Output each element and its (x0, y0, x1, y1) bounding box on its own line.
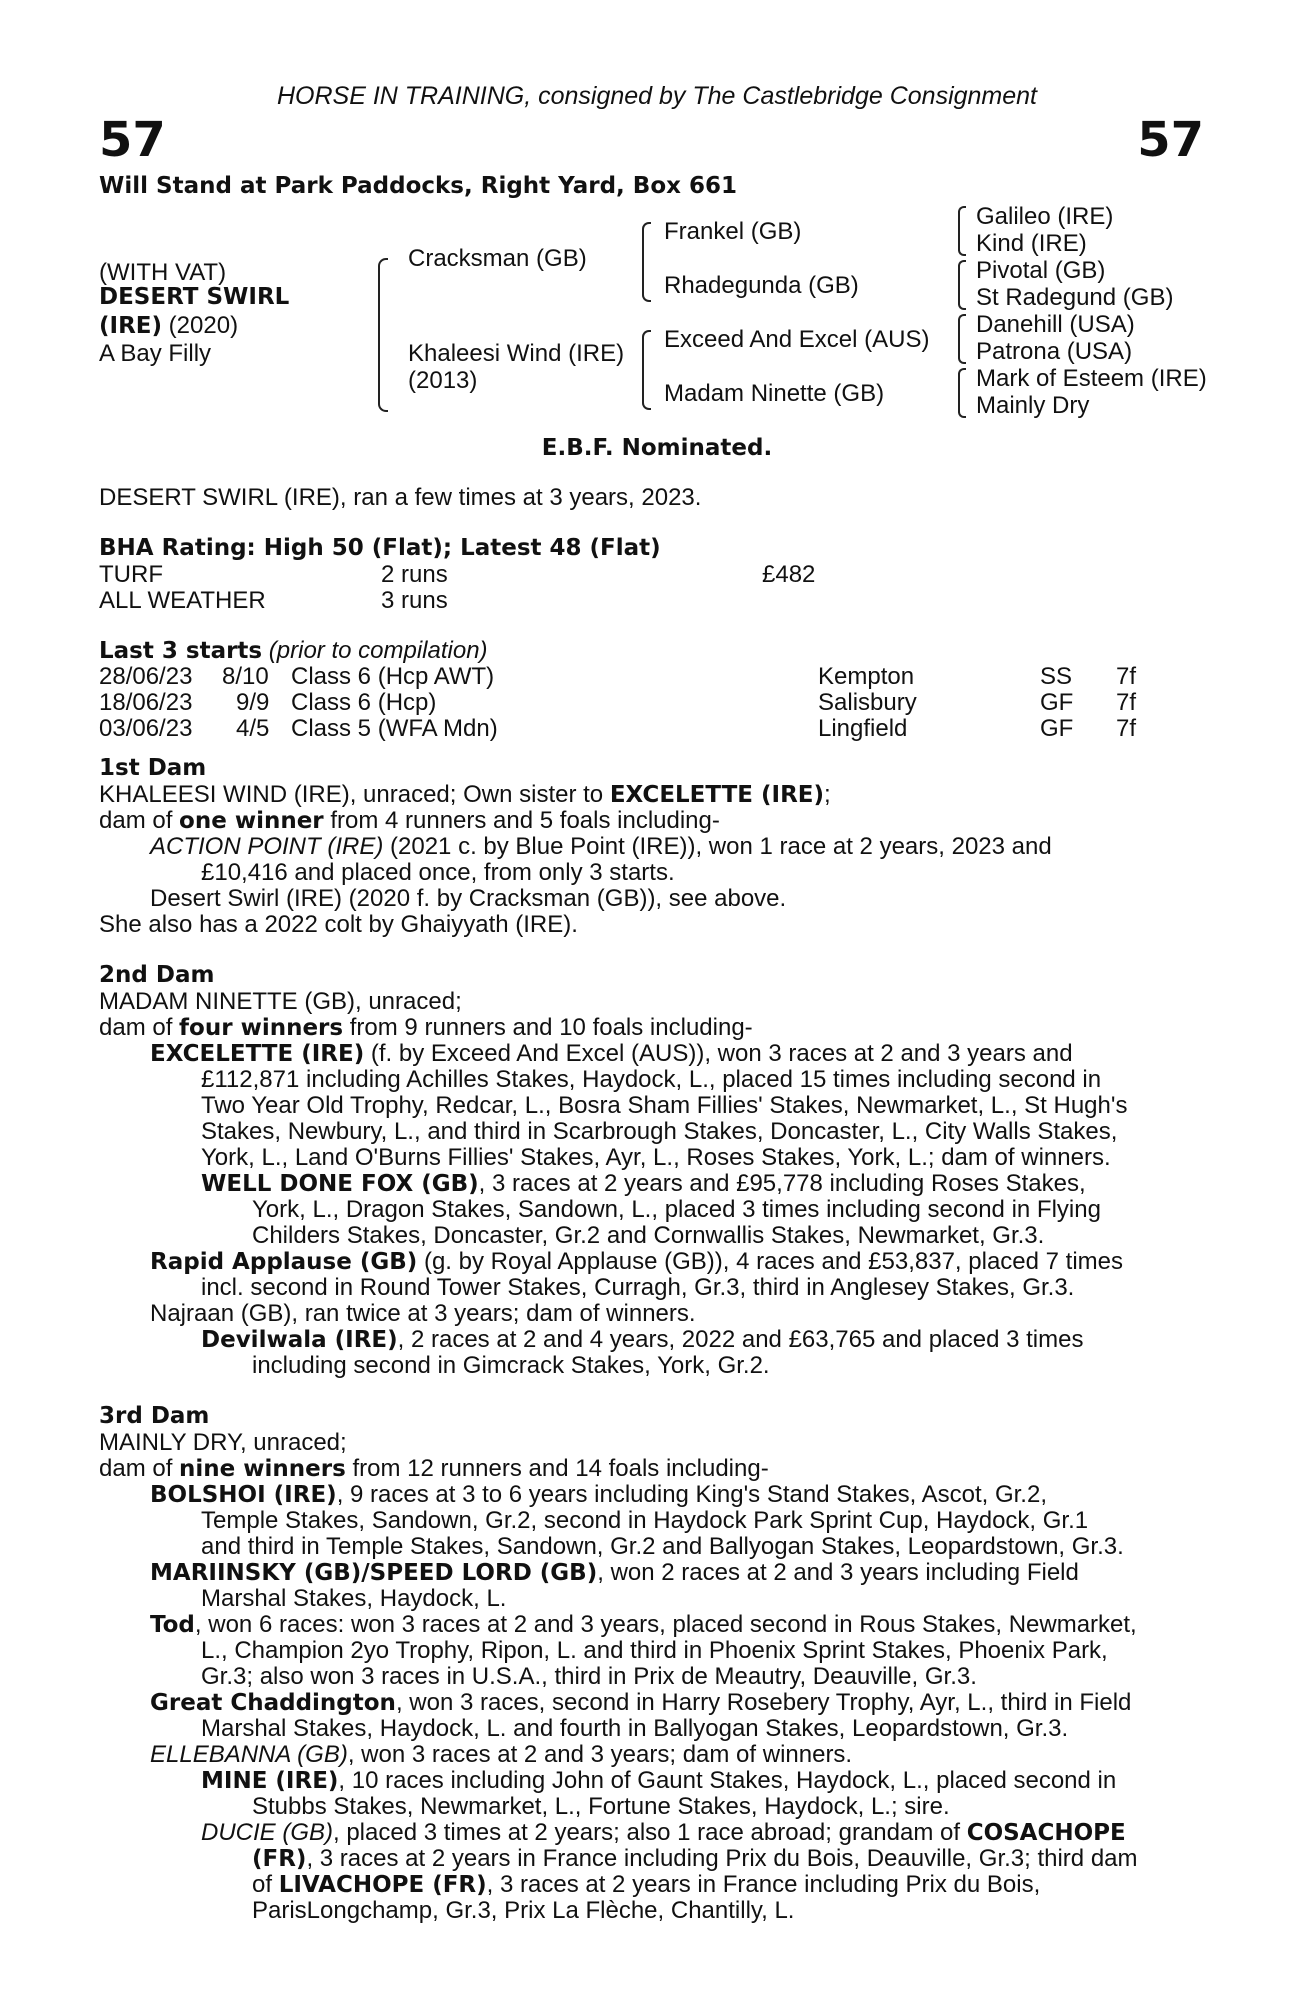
winner-count: one winner (179, 808, 324, 834)
horse-origin-line (99, 312, 238, 340)
last-starts-note: (prior to compilation) (268, 637, 488, 664)
text-run: (2021 c. by Blue Point (IRE)), won 1 race at 2 years, 2023 and (383, 833, 1052, 860)
produce-entry-line: Marshal Stakes, Haydock, L. (201, 1585, 507, 1612)
produce-entry-line: L., Champion 2yo Trophy, Ripon, L. and third in Phoenix Sprint Stakes, Phoenix Park, (201, 1637, 1108, 1664)
horse-name: MINE (IRE) (201, 1768, 339, 1794)
text-run: dam of (99, 1014, 180, 1041)
winner-count: nine winners (179, 1456, 346, 1482)
horse-name: WELL DONE FOX (GB) (201, 1171, 479, 1197)
first-dam-foal-line: Desert Swirl (IRE) (2020 f. by Cracksman (GB)), see above. (150, 885, 787, 912)
produce-entry-line (252, 1872, 1204, 1899)
produce-entry-line (150, 1041, 1204, 1068)
start-going: GF (1040, 715, 1074, 742)
first-dam-line (99, 782, 831, 809)
third-dam-produce-line (99, 1456, 769, 1483)
text-run: (f. by Exceed And Excel (AUS)), won 3 races at 2 and 3 years and (364, 1040, 1073, 1067)
lot-number-right: 57 (1137, 112, 1204, 168)
produce-entry-line (201, 1768, 1204, 1795)
pedigree-dam-year: (2013) (408, 367, 478, 394)
stand-location: Will Stand at Park Paddocks, Right Yard, Box 661 (99, 173, 737, 199)
horse-name: EXCELETTE (IRE) (150, 1041, 365, 1067)
pedigree-brace-sire (642, 222, 651, 302)
text-run: of (252, 1871, 279, 1898)
start-course: Kempton (818, 663, 915, 690)
horse-name: COSACHOPE (966, 1820, 1126, 1846)
horse-name: DUCIE (GB) (201, 1819, 333, 1846)
race-summary: DESERT SWIRL (IRE), ran a few times at 3 years, 2023. (99, 484, 702, 511)
produce-entry-line: York, L., Land O'Burns Fillies' Stakes, Ayr, L., Roses Stakes, York, L.; dam of winners. (201, 1144, 1111, 1171)
produce-entry-line: Najraan (GB), ran twice at 3 years; dam of winners. (150, 1300, 696, 1327)
pedigree-g3-6: Patrona (USA) (976, 338, 1133, 365)
foal-name: ACTION POINT (IRE) (150, 833, 384, 860)
pedigree-g3-3: Pivotal (GB) (976, 257, 1106, 284)
pedigree-sire-sire: Frankel (GB) (664, 218, 802, 245)
text-run: from 4 runners and 5 foals including- (323, 807, 720, 834)
horse-name: LIVACHOPE (FR) (278, 1872, 487, 1898)
text-run: , 2 races at 2 and 4 years, 2022 and £63,765 and placed 3 times (397, 1326, 1084, 1353)
text-run: dam of (99, 1455, 180, 1482)
produce-entry-line (150, 1560, 1204, 1587)
pedigree-g3-7: Mark of Esteem (IRE) (976, 365, 1207, 392)
produce-entry-line (252, 1846, 1204, 1873)
text-run: from 9 runners and 10 foals including- (343, 1014, 753, 1041)
produce-entry-line: and third in Temple Stakes, Sandown, Gr.2 and Ballyogan Stakes, Leopardstown, Gr.3. (201, 1533, 1124, 1560)
pedigree-brace-g3-1 (958, 206, 966, 256)
horse-description: A Bay Filly (99, 340, 212, 367)
horse-year: (2020) (162, 312, 239, 339)
sibling-name: EXCELETTE (IRE) (609, 782, 825, 808)
text-run: from 12 runners and 14 foals including- (345, 1455, 769, 1482)
pedigree-brace-g3-2 (958, 260, 966, 310)
text-run: dam of (99, 807, 180, 834)
pedigree-g3-5: Danehill (USA) (976, 311, 1135, 338)
second-dam-heading: 2nd Dam (99, 962, 215, 988)
text-run: , 3 races at 2 years and £95,778 including Roses Stakes, (478, 1170, 1086, 1197)
winner-count: four winners (179, 1015, 344, 1041)
produce-entry-line (201, 1171, 1204, 1198)
produce-entry-line (150, 1249, 1204, 1276)
text-run: KHALEESI WIND (IRE), unraced; Own sister to (99, 781, 610, 808)
start-going: GF (1040, 689, 1074, 716)
start-course: Salisbury (818, 689, 917, 716)
text-run: , won 6 races: won 3 races at 2 and 3 years, placed second in Rous Stakes, Newmarket, (194, 1611, 1137, 1638)
text-run: ; (824, 781, 831, 808)
produce-entry-line: £112,871 including Achilles Stakes, Haydock, L., placed 15 times including second in (201, 1066, 1102, 1093)
produce-entry-line: Childers Stakes, Doncaster, Gr.2 and Cornwallis Stakes, Newmarket, Gr.3. (252, 1222, 1045, 1249)
pedigree-g3-8: Mainly Dry (976, 392, 1090, 419)
pedigree-brace-g3-4 (958, 368, 966, 418)
produce-entry-line (201, 1820, 1204, 1847)
second-dam-produce-line (99, 1015, 753, 1042)
pedigree-dam-dam: Madam Ninette (GB) (664, 380, 885, 407)
first-dam-note: She also has a 2022 colt by Ghaiyyath (IRE). (99, 911, 578, 938)
first-dam-produce-line (99, 808, 720, 835)
surface-name: TURF (99, 561, 163, 588)
last-starts-heading-line (99, 638, 488, 665)
start-position: 4/5 (236, 715, 270, 742)
produce-entry-line: ParisLongchamp, Gr.3, Prix La Flèche, Chantilly, L. (252, 1897, 795, 1924)
start-course: Lingfield (818, 715, 908, 742)
pedigree-brace-dam (642, 330, 651, 410)
horse-name: ELLEBANNA (GB) (150, 1741, 348, 1768)
produce-entry-line (201, 1327, 1204, 1354)
start-distance: 7f (1116, 715, 1137, 742)
horse-name: Rapid Applause (GB) (150, 1249, 418, 1275)
text-run: , won 3 races at 2 and 3 years; dam of winners. (347, 1741, 853, 1768)
produce-entry-line: Gr.3; also won 3 races in U.S.A., third in Prix de Meautry, Deauville, Gr.3. (201, 1663, 977, 1690)
second-dam-line: MADAM NINETTE (GB), unraced; (99, 988, 462, 1015)
produce-entry-line (150, 1482, 1204, 1509)
pedigree-g3-4: St Radegund (GB) (976, 284, 1174, 311)
pedigree-brace-gen1 (378, 258, 388, 412)
produce-entry-line: incl. second in Round Tower Stakes, Curragh, Gr.3, third in Anglesey Stakes, Gr.3. (201, 1274, 1075, 1301)
pedigree-brace-g3-3 (958, 314, 966, 364)
start-date: 28/06/23 (99, 663, 193, 690)
start-position: 9/9 (236, 689, 270, 716)
produce-entry-line: York, L., Dragon Stakes, Sandown, L., placed 3 times including second in Flying (252, 1196, 1101, 1223)
produce-entry-line (150, 1690, 1204, 1717)
catalogue-header: HORSE IN TRAINING, consigned by The Castlebridge Consignment (276, 82, 1038, 110)
produce-entry-line: including second in Gimcrack Stakes, York, Gr.2. (252, 1352, 770, 1379)
first-dam-foal-line (150, 834, 1204, 860)
pedigree-g3-2: Kind (IRE) (976, 230, 1087, 257)
produce-entry-line: Two Year Old Trophy, Redcar, L., Bosra Sham Fillies' Stakes, Newmarket, L., St Hugh's (201, 1092, 1128, 1119)
surface-earnings: £482 (762, 561, 816, 588)
text-run: , placed 3 times at 2 years; also 1 race abroad; grandam of (333, 1819, 967, 1846)
third-dam-heading: 3rd Dam (99, 1403, 210, 1429)
start-class: Class 6 (Hcp AWT) (291, 663, 495, 690)
horse-name: DESERT SWIRL (99, 284, 290, 310)
start-date: 03/06/23 (99, 715, 193, 742)
text-run: , 3 races at 2 years in France including Prix du Bois, (486, 1871, 1041, 1898)
bha-rating: BHA Rating: High 50 (Flat); Latest 48 (Flat) (99, 535, 661, 561)
horse-name: Great Chaddington (150, 1690, 396, 1716)
produce-entry-line (150, 1612, 1204, 1639)
produce-entry-line: Temple Stakes, Sandown, Gr.2, second in Haydock Park Sprint Cup, Haydock, Gr.1 (201, 1507, 1089, 1534)
text-run: , 10 races including John of Gaunt Stakes, Haydock, L., placed second in (338, 1767, 1117, 1794)
start-position: 8/10 (222, 663, 269, 690)
vat-note: (WITH VAT) (99, 259, 227, 286)
start-class: Class 6 (Hcp) (291, 689, 437, 716)
text-run: , 9 races at 3 to 6 years including King's Stand Stakes, Ascot, Gr.2, (336, 1481, 1047, 1508)
text-run: , won 3 races, second in Harry Rosebery Trophy, Ayr, L., third in Field (395, 1689, 1132, 1716)
pedigree-dam: Khaleesi Wind (IRE) (408, 340, 625, 367)
horse-name: Devilwala (IRE) (201, 1327, 398, 1353)
start-date: 18/06/23 (99, 689, 193, 716)
pedigree-g3-1: Galileo (IRE) (976, 203, 1114, 230)
last-starts-heading: Last 3 starts (99, 638, 263, 664)
horse-country: (IRE) (99, 313, 163, 339)
pedigree-sire-dam: Rhadegunda (GB) (664, 272, 859, 299)
pedigree-sire: Cracksman (GB) (408, 245, 587, 272)
lot-number-left: 57 (99, 112, 166, 168)
pedigree-dam-sire: Exceed And Excel (AUS) (664, 326, 930, 353)
start-going: SS (1040, 663, 1073, 690)
text-run: , won 2 races at 2 and 3 years including Field (597, 1559, 1079, 1586)
start-class: Class 5 (WFA Mdn) (291, 715, 498, 742)
text-run: , 3 races at 2 years in France including Prix du Bois, Deauville, Gr.3; third dam (306, 1845, 1138, 1872)
surface-name: ALL WEATHER (99, 587, 266, 614)
produce-entry-line: Marshal Stakes, Haydock, L. and fourth in Ballyogan Stakes, Leopardstown, Gr.3. (201, 1715, 1069, 1742)
horse-name: (FR) (252, 1846, 307, 1872)
produce-entry-line: Stakes, Newbury, L., and third in Scarbrough Stakes, Doncaster, L., City Walls Stakes, (201, 1118, 1118, 1145)
ebf-nominated: E.B.F. Nominated. (541, 435, 773, 461)
third-dam-line: MAINLY DRY, unraced; (99, 1429, 347, 1456)
horse-name: Tod (150, 1612, 195, 1638)
horse-name: BOLSHOI (IRE) (150, 1482, 337, 1508)
start-distance: 7f (1116, 689, 1137, 716)
first-dam-heading: 1st Dam (99, 755, 207, 781)
first-dam-foal-line: £10,416 and placed once, from only 3 starts. (201, 859, 675, 886)
horse-name: MARIINSKY (GB)/SPEED LORD (GB) (150, 1560, 598, 1586)
text-run: (g. by Royal Applause (GB)), 4 races and £53,837, placed 7 times (417, 1248, 1124, 1275)
start-distance: 7f (1116, 663, 1137, 690)
surface-runs: 2 runs (381, 561, 448, 588)
produce-entry-line (150, 1742, 852, 1768)
produce-entry-line: Stubbs Stakes, Newmarket, L., Fortune Stakes, Haydock, L.; sire. (252, 1793, 950, 1820)
surface-runs: 3 runs (381, 587, 448, 614)
